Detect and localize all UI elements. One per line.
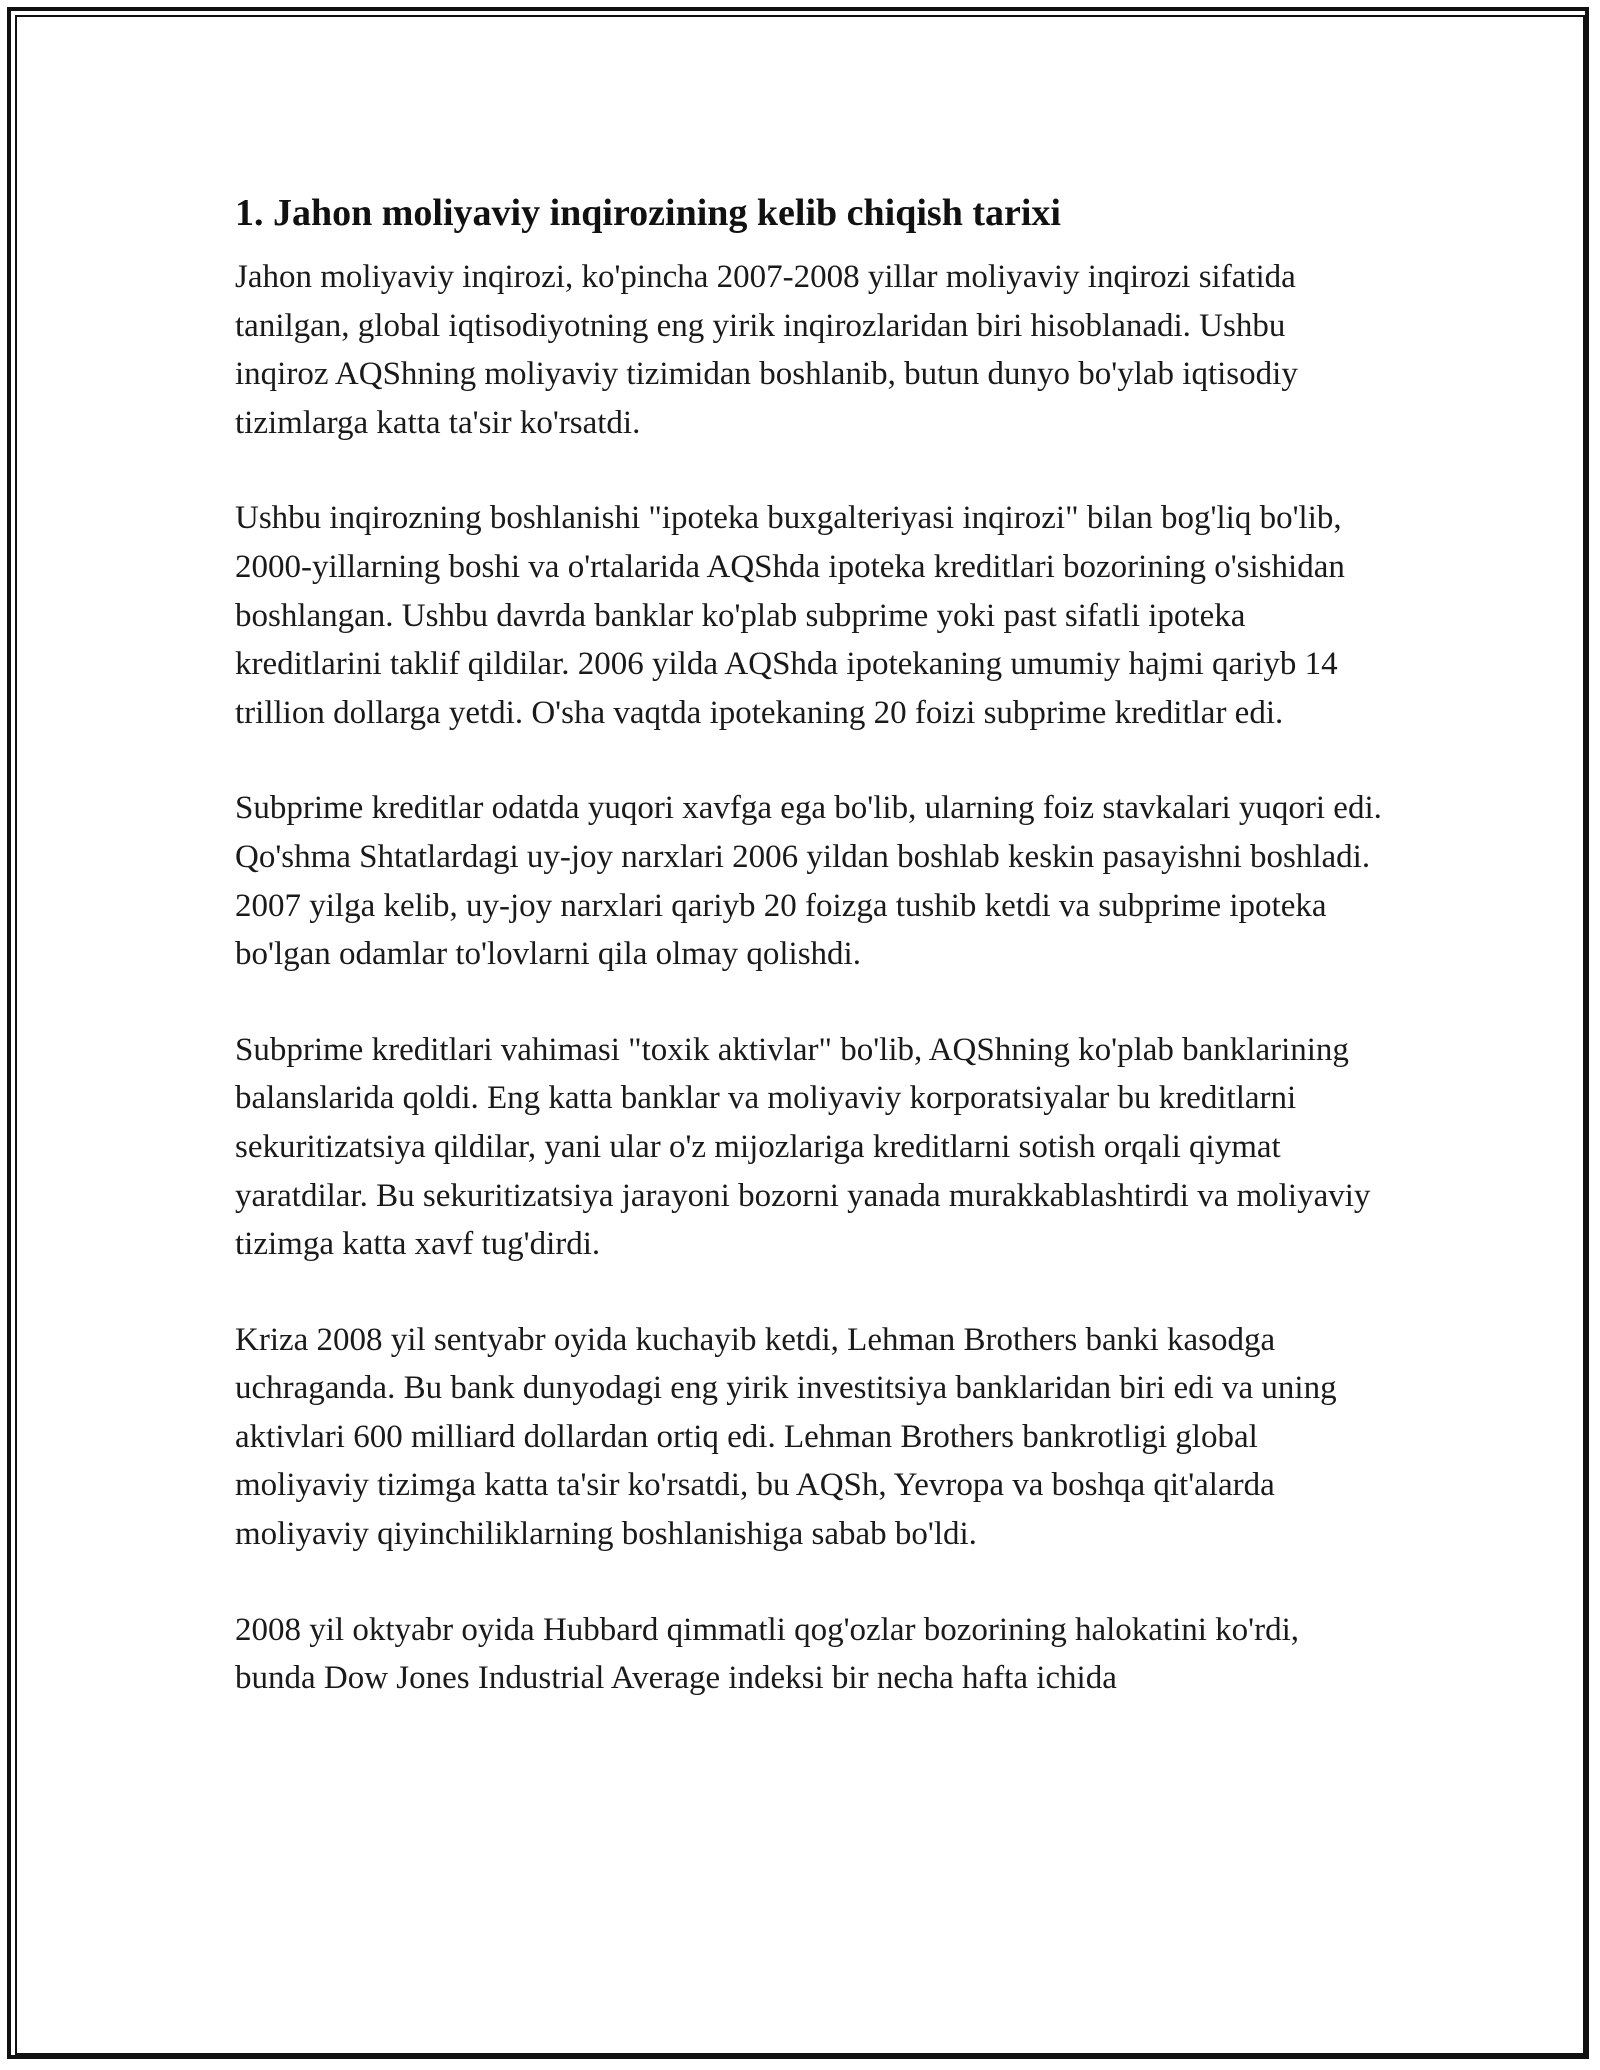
paragraph-october-2008: 2008 yil oktyabr oyida Hubbard qimmatli qog'ozlar bozorining halokatini ko'rdi, bunda Dow Jones Industrial Average indeksi bir necha hafta ichida	[235, 1611, 1300, 1697]
paragraph-intro: Jahon moliyaviy inqirozi, ko'pincha 2007-2008 yillar moliyaviy inqirozi sifatida tanilgan, global iqtisodiyotning eng yirik inqirozlaridan biri hisoblanadi. Ushbu inqiroz AQShning moliyaviy tizimidan boshlanib, butun dunyo bo'ylab iqtisodiy tizimlarga katta ta'sir ko'rsatdi.	[235, 259, 1298, 441]
paragraph-subprime-risk: Subprime kreditlar odatda yuqori xavfga ega bo'lib, ularning foiz stavkalari yuqori edi. Qo'shma Shtatlardagi uy-joy narxlari 2006 yildan boshlab keskin pasayishni boshladi. 2007 yilga kelib, uy-joy narxlari qariyb 20 foizga tushib ketdi va subprime ipoteka bo'lgan odamlar to'lovlarni qila olmay qolishdi.	[235, 790, 1382, 973]
paragraph-lehman-brothers: Kriza 2008 yil sentyabr oyida kuchayib ketdi, Lehman Brothers banki kasodga uchraganda. Bu bank dunyodagi eng yirik investitsiya banklaridan biri edi va uning aktivlari 600 milliard dollardan ortiq edi. Lehman Brothers bankrotligi global moliyaviy tizimga katta ta'sir ko'rsatdi, bu AQSh, Yevropa va boshqa qit'alarda moliyaviy qiyinchiliklarning boshlanishiga sabab bo'ldi.	[235, 1321, 1337, 1553]
paragraph-mortgage-origins: Ushbu inqirozning boshlanishi "ipoteka buxgalteriyasi inqirozi" bilan bog'liq bo'lib, 2000-yillarning boshi va o'rtalarida AQShda ipoteka kreditlari bozorining o'sishidan boshlangan. Ushbu davrda banklar ko'plab subprime yoki past sifatli ipoteka kreditlarini taklif qildilar. 2006 yilda AQShda ipotekaning umumiy hajmi qariyb 14 trillion dollarga yetdi. O'sha vaqtda ipotekaning 20 foizi subprime kreditlar edi.	[235, 500, 1345, 731]
paragraph-toxic-assets: Subprime kreditlari vahimasi "toxik aktivlar" bo'lib, AQShning ko'plab banklarining balanslarida qoldi. Eng katta banklar va moliyaviy korporatsiyalar bu kreditlarni sekuritizatsiya qildilar, yani ular o'z mijozlariga kreditlarni sotish orqali qiymat yaratdilar. Bu sekuritizatsiya jarayoni bozorni yanada murakkablashtirdi va moliyaviy tizimga katta xavf tug'dirdi.	[235, 1031, 1371, 1263]
document-body	[235, 187, 1385, 1750]
section-heading: 1. Jahon moliyaviy inqirozining kelib chiqish tarixi	[235, 192, 1061, 234]
